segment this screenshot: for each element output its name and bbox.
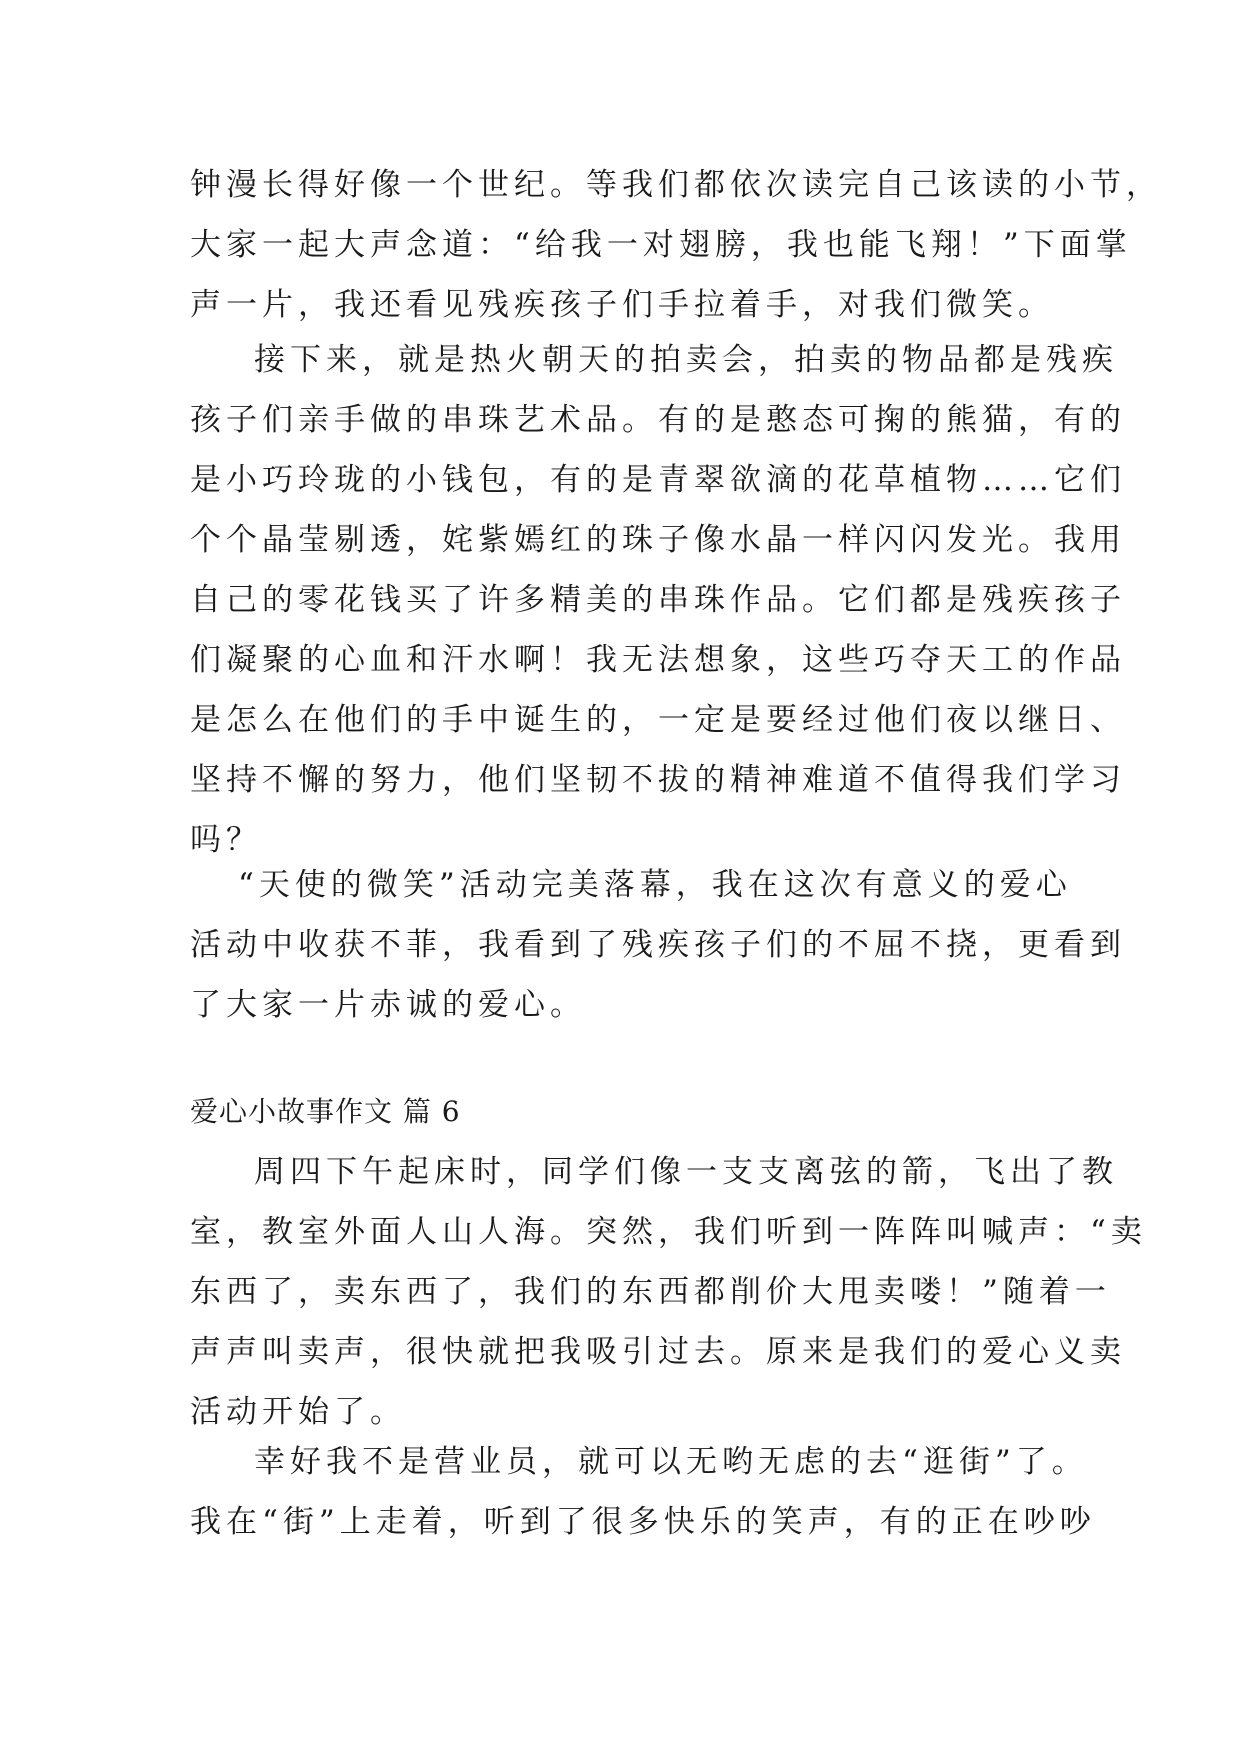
- paragraph-line: 大家一起大声念道：“给我一对翅膀，我也能飞翔！”下面掌: [190, 227, 1132, 263]
- paragraph-line: 是怎么在他们的手中诞生的，一定是要经过他们夜以继日、: [190, 702, 1126, 738]
- paragraph-line: 自己的零花钱买了许多精美的串珠作品。它们都是残疾孩子: [190, 582, 1126, 618]
- paragraph-line: 坚持不懈的努力，他们坚韧不拔的精神难道不值得我们学习: [190, 762, 1126, 798]
- section-heading-block: [190, 1082, 1070, 1142]
- paragraph-line: 是小巧玲珑的小钱包，有的是青翠欲滴的花草植物……它们: [190, 462, 1126, 498]
- paragraph-line: 个个晶莹剔透，姹紫嫣红的珠子像水晶一样闪闪发光。我用: [190, 522, 1126, 558]
- section-heading: 爱心小故事作文 篇 6: [190, 1095, 461, 1128]
- paragraph-line: 我在“街”上走着，听到了很多快乐的笑声，有的正在吵吵: [190, 1504, 1096, 1540]
- paragraph-line: 们凝聚的心血和汗水啊！我无法想象，这些巧夺天工的作品: [190, 642, 1126, 678]
- paragraph-line: 声声叫卖声，很快就把我吸引过去。原来是我们的爱心义卖: [190, 1334, 1126, 1370]
- paragraph-line: 室，教室外面人山人海。突然，我们听到一阵阵叫喊声：“卖: [190, 1214, 1147, 1250]
- paragraph-line: 孩子们亲手做的串珠艺术品。有的是憨态可掬的熊猫，有的: [190, 402, 1126, 438]
- paragraph-line: 接下来，就是热火朝天的拍卖会，拍卖的物品都是残疾: [254, 342, 1118, 378]
- section-paragraph-1: [190, 1142, 1147, 1442]
- paragraph-line: 声一片，我还看见残疾孩子们手拉着手，对我们微笑。: [190, 287, 1054, 323]
- paragraph-line: 活动中收获不菲，我看到了残疾孩子们的不屈不挠，更看到: [190, 927, 1126, 963]
- section-paragraph-2: [190, 1432, 1096, 1552]
- paragraph-line: 吗？: [190, 822, 262, 858]
- paragraph-line: 东西了，卖东西了，我们的东西都削价大甩卖喽！”随着一: [190, 1274, 1111, 1310]
- paragraph-line: 活动开始了。: [190, 1394, 406, 1430]
- paragraph-line: 幸好我不是营业员，就可以无哟无虑的去“逛街”了。: [254, 1444, 1088, 1480]
- paragraph-1: [190, 155, 1162, 335]
- paragraph-line: 周四下午起床时，同学们像一支支离弦的箭，飞出了教: [254, 1154, 1118, 1190]
- paragraph-3: [190, 855, 1126, 1035]
- paragraph-2: [190, 330, 1126, 870]
- paragraph-line: “天使的微笑”活动完美落幕，我在这次有意义的爱心: [238, 867, 1072, 903]
- paragraph-line: 钟漫长得好像一个世纪。等我们都依次读完自己该读的小节，: [190, 167, 1162, 203]
- paragraph-line: 了大家一片赤诚的爱心。: [190, 987, 586, 1023]
